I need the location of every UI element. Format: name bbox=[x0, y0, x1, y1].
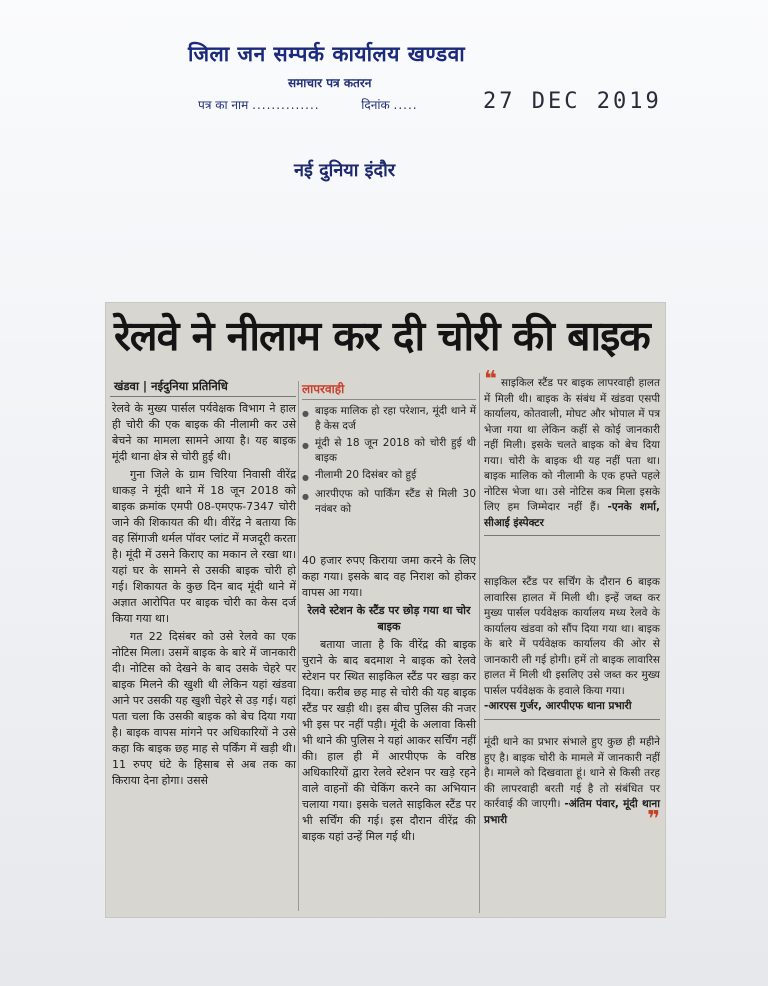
date-label: दिनांक bbox=[361, 98, 390, 112]
bullet-icon: ● bbox=[302, 441, 309, 450]
paragraph: 40 हजार रुपए किराया जमा करने के लिए कहा गया। इसके बाद वह निराश को होकर वापस आ गया। bbox=[302, 554, 476, 599]
paragraph: गत 22 दिसंबर को उसे रेलवे का एक नोटिस मिला। उसमें बाइक के बारे में जानकारी दी। नोटिस को देखने के बाद उसके चेहरे पर बाइक मिलने की खुशी थी लेकिन यहां खंडवा आने पर उसकी यह खुशी चेहरे से उड़ गई। यहां पता चला कि उसकी बाइक को बेच दिया गया है। बाइक वापस मांगने पर अधिकारियों ने उसे कहा कि बाइक छह माह से पर्किंग में खड़ी थी। 11 रुपए घंटे के हिसाब से अब तक का किराया देना होगा। उससे bbox=[112, 630, 296, 787]
quote-open-icon: ❝ bbox=[484, 367, 497, 392]
highlights-box bbox=[302, 381, 476, 519]
quote-rpf-inspector bbox=[484, 367, 660, 536]
date-dots: ..... bbox=[393, 98, 418, 112]
highlight-item: ● बाइक मालिक हो रहा परेशान, मूंदी थाने में है केस दर्ज bbox=[302, 405, 476, 432]
quote-signature: -एनके शर्मा, सीआई इंस्पेक्टर bbox=[484, 501, 660, 529]
office-stamp-title: जिला जन सम्पर्क कार्यालय खण्डवा bbox=[188, 42, 466, 66]
column-2 bbox=[302, 553, 476, 847]
stamp-row bbox=[198, 96, 418, 113]
quote-rpf-incharge bbox=[484, 575, 660, 720]
byline: खंडवा | नईदुनिया प्रतिनिधि bbox=[114, 379, 228, 393]
news-clipping bbox=[106, 303, 665, 917]
quote-signature: -आरएस गुर्जर, आरपीएफ थाना प्रभारी bbox=[484, 700, 632, 712]
column-divider bbox=[479, 373, 480, 913]
paragraph: गुना जिले के ग्राम चिरिया निवासी वीरेंद्र धाकड़ ने मूंदी थाने में 18 जून 2018 को बाइक क्रमांक एमपी 08-एमएफ-7347 चोरी जाने की शिकायत की थी। वीरेंद्र ने बताया कि वह सिंगाजी थर्मल पॉवर प्लांट में मजदूरी करता है। मूंदी में उसने किराए का मकान ले रखा था। यहां घर के सामने से उसकी बाइक चोरी हो गई। शिकायत के कुछ दिन बाद मूंदी थाने में अज्ञात आरोपित पर बाइक चोरी का केस दर्ज किया गया था। bbox=[112, 468, 296, 625]
stamp-date: 27 DEC 2019 bbox=[483, 89, 662, 114]
subheading: रेलवे स्टेशन के स्टैंड पर छोड़ गया था चोर बाइक bbox=[307, 604, 471, 633]
bullet-icon: ● bbox=[302, 492, 309, 501]
column-1 bbox=[112, 401, 296, 791]
paragraph: रेलवे के मुख्य पार्सल पर्यवेक्षक विभाग ने हाल ही चोरी की एक बाइक की नीलामी कर उसे बेचने का मामला सामने आया है। यह बाइक मूंदी थाना क्षेत्र से चोरी हुई थी। bbox=[112, 402, 296, 463]
column-divider bbox=[298, 381, 299, 911]
byline-divider bbox=[110, 396, 296, 397]
quote-text: साइकिल स्टैंड पर बाइक लापरवाही हालत में मिली थी। बाइक के संबंध में खंडवा एसपी कार्यालय, कोतवाली, मोघट और भोपाल में पत्र भेजा गया था लेकिन कहीं से कोई जानकारी नहीं मिली। इसके चलते बाइक को बेच दिया गया। चोरी के बाइक थी यह नहीं पता था। बाइक मालिक को नीलामी के एक हफ्ते पहले नोटिस भेजा था। उसे नोटिस कब मिला इसके लिए हम जिम्मेदार नहीं हैं। bbox=[484, 377, 660, 513]
bullet-icon: ● bbox=[302, 409, 309, 418]
highlights-title: लापरवाही bbox=[302, 381, 476, 400]
quote-police-incharge bbox=[484, 735, 660, 832]
paper-name-dots: .............. bbox=[252, 98, 320, 112]
quote-text: साइकिल स्टैंड पर सर्चिंग के दौरान 6 बाइक लावारिस हालत में मिली थी। इन्हें जब्त कर मुख्य पार्सल पर्यवेक्षक कार्यालय मध्य रेलवे के कार्यालय खंडवा को सौंप दिया गया था। बाइक के बारे में पर्यवेक्षक कार्यालय की ओर से जानकारी ली गई होगी। हमें तो बाइक लावारिस हालत में मिली थी इसलिए उसे जब्त कर मुख्य पार्सल पर्यवेक्षक के हवाले किया गया। bbox=[484, 576, 660, 697]
quote-signature: -अंतिम पंवार, मूंदी थाना प्रभारी bbox=[484, 798, 660, 826]
bullet-icon: ● bbox=[302, 473, 309, 482]
headline: रेलवे ने नीलाम कर दी चोरी की बाइक bbox=[114, 312, 650, 360]
paragraph: बताया जाता है कि वीरेंद्र की बाइक चुराने के बाद बदमाश ने बाइक को रेलवे स्टेशन पर स्थित साइकिल स्टैंड पर खड़ा कर दिया। करीब छह माह से चोरी की यह बाइक स्टैंड पर खड़ी थी। इस बीच पुलिस की नजर भी इस पर नहीं पड़ी। मूंदी के अलावा किसी भी थाने की पुलिस ने यहां आकर सर्चिंग नहीं की। हाल ही में आरपीएफ के वरिष्ठ अधिकारियों द्वारा रेलवे स्टेशन पर खड़े रहने वाले वाहनों की चेकिंग करने का अभियान चलाया गया। इसके चलते साइकिल स्टैंड पर भी सर्चिंग की गई। इस दौरान वीरेंद्र की बाइक यहां उन्हें मिल गई थी। bbox=[302, 638, 476, 843]
cutting-label: समाचार पत्र कतरन bbox=[288, 76, 372, 90]
highlight-item: ● आरपीएफ को पार्किंग स्टैंड से मिली 30 नवंबर को bbox=[302, 488, 476, 515]
highlight-item: ● मूंदी से 18 जून 2018 को चोरी हुई थी बाइक bbox=[302, 437, 476, 464]
newspaper-name: नई दुनिया इंदौर bbox=[294, 160, 396, 181]
highlight-item: ● नीलामी 20 दिसंबर को हुई bbox=[302, 468, 476, 485]
paper-name-label: पत्र का नाम bbox=[198, 98, 249, 112]
quote-close-icon: ❞ bbox=[647, 806, 660, 832]
quote-text: मूंदी थाने का प्रभार संभाले हुए कुछ ही महीने हुए है। बाइक चोरी के मामले में जानकारी नहीं है। मामले को दिखवाता हूं। थाने से किसी तरह की लापरवाही बरती गई है तो संबंधित पर कार्रवाई की जाएगी। bbox=[484, 736, 660, 810]
